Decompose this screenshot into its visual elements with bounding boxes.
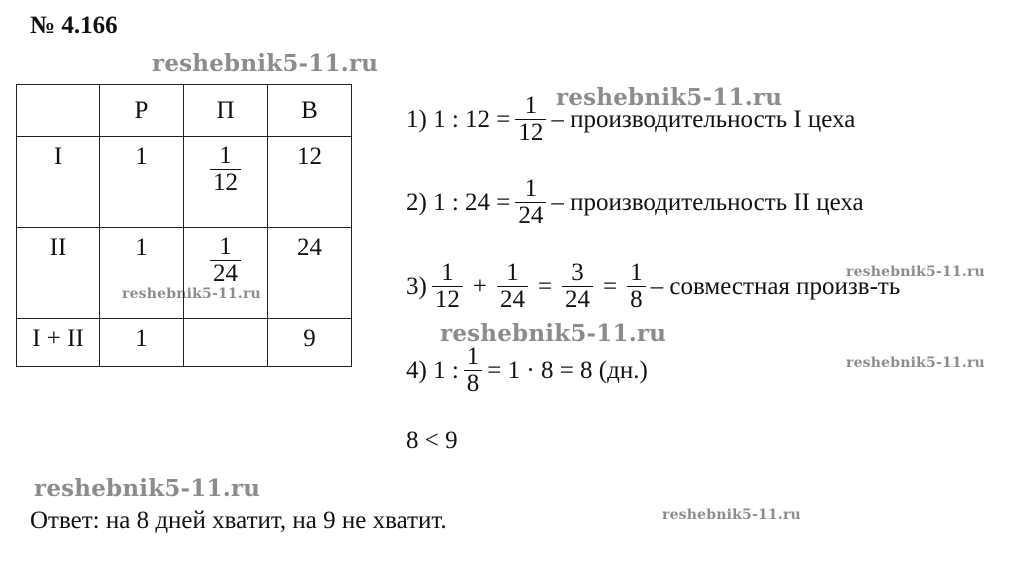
table-row — [17, 228, 352, 319]
watermark: reshebnik5-11.ru — [662, 507, 801, 523]
numerator: 1 — [506, 259, 519, 286]
denominator: 24 — [497, 286, 528, 313]
solution-step-3 — [406, 260, 900, 314]
table-header-row — [17, 85, 352, 137]
cell-r: 1 — [100, 137, 184, 228]
fraction — [627, 260, 646, 314]
denominator: 24 — [210, 260, 241, 287]
step-prefix: 1) 1 : 12 = — [406, 105, 511, 133]
numerator: 1 — [219, 233, 232, 260]
table-row — [17, 319, 352, 367]
cell-r: 1 — [100, 228, 184, 319]
fraction — [515, 93, 546, 147]
table-row — [17, 137, 352, 228]
fraction — [432, 260, 463, 314]
denominator: 24 — [515, 202, 546, 229]
table-header-cell: П — [184, 85, 268, 137]
fraction — [497, 260, 528, 314]
cell-v: 9 — [268, 319, 352, 367]
denominator: 24 — [562, 286, 593, 313]
row-label: I — [17, 137, 100, 228]
denominator: 8 — [464, 370, 483, 397]
table-header-cell — [17, 85, 100, 137]
watermark: reshebnik5-11.ru — [34, 475, 261, 502]
step-prefix: 2) 1 : 24 = — [406, 188, 511, 216]
fraction — [515, 176, 546, 230]
fraction — [464, 344, 483, 398]
watermark: reshebnik5-11.ru — [122, 286, 261, 302]
numerator: 1 — [524, 175, 538, 202]
numerator: 1 — [630, 259, 643, 286]
row-label: II — [17, 228, 100, 319]
comparison: 8 < 9 — [406, 427, 458, 454]
equals-sign: = — [537, 272, 553, 300]
numerator: 3 — [571, 259, 584, 286]
answer-text: Ответ: на 8 дней хватит, на 9 не хватит. — [30, 507, 447, 534]
step-prefix: 3) — [406, 272, 427, 300]
cell-p — [184, 319, 268, 367]
step-text: = 1 · 8 = 8 (дн.) — [487, 356, 648, 384]
row-label: I + II — [17, 319, 100, 367]
cell-v: 24 — [268, 228, 352, 319]
cell-v: 12 — [268, 137, 352, 228]
solution-step-4 — [406, 344, 648, 398]
cell-p — [184, 228, 268, 319]
watermark: reshebnik5-11.ru — [846, 355, 985, 371]
plus-sign: + — [472, 272, 487, 300]
numerator: 1 — [466, 343, 480, 370]
denominator: 12 — [515, 119, 546, 146]
problem-number: № 4.166 — [30, 12, 118, 39]
fraction — [562, 260, 593, 314]
fraction — [210, 143, 241, 197]
numerator: 1 — [441, 259, 454, 286]
solution-step-2 — [406, 176, 864, 230]
table-header-cell: Р — [100, 85, 184, 137]
cell-r: 1 — [100, 319, 184, 367]
numerator: 1 — [219, 142, 232, 169]
denominator: 8 — [627, 286, 646, 313]
data-table — [16, 84, 352, 367]
cell-p — [184, 137, 268, 228]
watermark: reshebnik5-11.ru — [440, 320, 667, 347]
step-prefix: 4) 1 : — [406, 356, 459, 384]
fraction — [210, 234, 241, 288]
equals-sign: = — [603, 272, 618, 300]
solution-step-1 — [406, 93, 855, 147]
step-text: – производительность I цеха — [551, 105, 856, 133]
numerator: 1 — [524, 92, 538, 119]
step-text: – совместная произв-ть — [650, 272, 901, 300]
watermark: reshebnik5-11.ru — [846, 264, 985, 280]
watermark: reshebnik5-11.ru — [152, 50, 379, 77]
denominator: 12 — [210, 169, 241, 196]
denominator: 12 — [432, 286, 463, 313]
watermark: reshebnik5-11.ru — [556, 84, 783, 111]
table-header-cell: В — [268, 85, 352, 137]
step-text: – производительность II цеха — [551, 188, 864, 216]
